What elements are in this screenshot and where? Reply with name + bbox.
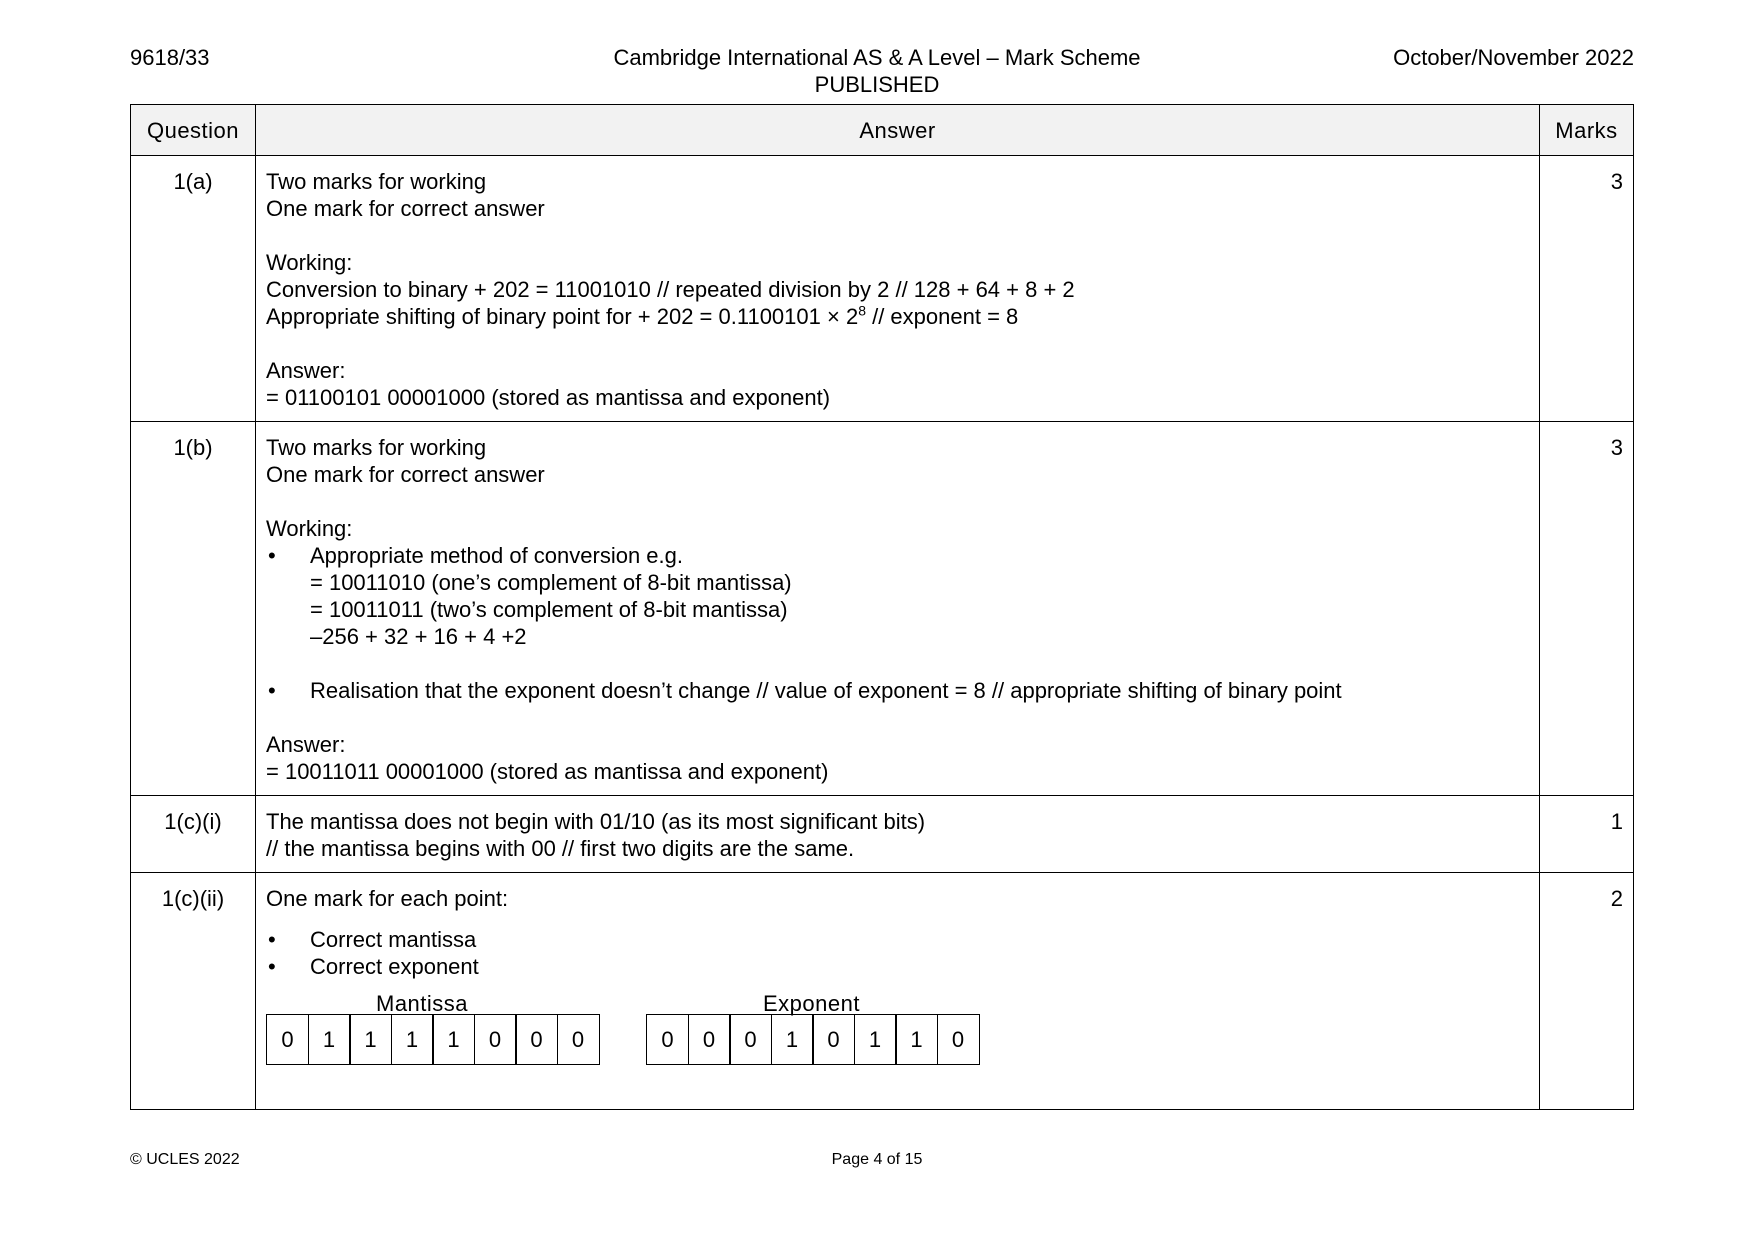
- bullet-text: Correct mantissa: [310, 927, 477, 952]
- answer-line: Conversion to binary + 202 = 11001010 // repeated division by 2 // 128 + 64 + 8 + 2: [266, 277, 1075, 302]
- paper-code: 9618/33: [130, 45, 210, 70]
- answer-cell: [256, 156, 1540, 422]
- marks-column-header: Marks: [1540, 105, 1634, 156]
- exponent-register: [646, 1014, 980, 1065]
- answer-cell: [256, 422, 1540, 796]
- table-row: [131, 422, 1634, 796]
- question-column-header: Question: [131, 105, 256, 156]
- copyright-notice: © UCLES 2022: [130, 1151, 240, 1168]
- answer-line: Working:: [266, 250, 353, 275]
- bullet-icon: •: [268, 927, 276, 952]
- table-row: [131, 156, 1634, 422]
- mantissa-bit: 0: [515, 1014, 558, 1065]
- answer-line: The mantissa does not begin with 01/10 (as its most significant bits): [266, 809, 926, 834]
- mantissa-bit: 0: [474, 1014, 517, 1065]
- marks-value: 3: [1540, 156, 1634, 422]
- mantissa-bit: 0: [557, 1014, 600, 1065]
- bullet-item: [266, 953, 1529, 980]
- answer-line: = 01100101 00001000 (stored as mantissa and exponent): [266, 385, 831, 410]
- answer-line: [266, 303, 1529, 330]
- text-run: Appropriate shifting of binary point for + 202 = 0.1100101 × 2: [266, 304, 859, 329]
- answer-cell: [256, 873, 1540, 1110]
- exponent-bit: 0: [729, 1014, 772, 1065]
- exponent-bit: 1: [895, 1014, 938, 1065]
- marks-value: 1: [1540, 796, 1634, 873]
- mantissa-bit: 0: [266, 1014, 309, 1065]
- bullet-item: [266, 677, 1529, 704]
- question-number: 1(c)(i): [131, 796, 256, 873]
- bullet-text: Realisation that the exponent doesn’t change // value of exponent = 8 // appropriate shifting of binary point: [310, 678, 1342, 703]
- exponent-bit: 1: [854, 1014, 897, 1065]
- table-row: [131, 873, 1634, 1110]
- answer-line: // the mantissa begins with 00 // first two digits are the same.: [266, 836, 855, 861]
- question-number: 1(a): [131, 156, 256, 422]
- answer-line: = 10011011 00001000 (stored as mantissa and exponent): [266, 759, 829, 784]
- exponent-bit: 0: [812, 1014, 855, 1065]
- bullet-text: Correct exponent: [310, 954, 479, 979]
- title-line: Cambridge International AS & A Level – Mark Scheme: [613, 45, 1141, 70]
- published-label: PUBLISHED: [814, 72, 940, 97]
- bullet-item: [266, 542, 1529, 569]
- bullet-icon: •: [268, 543, 276, 568]
- marks-value: 2: [1540, 873, 1634, 1110]
- answer-line: Two marks for working: [266, 435, 487, 460]
- mark-scheme-table: [130, 104, 1634, 1110]
- exponent-bit: 0: [688, 1014, 731, 1065]
- register-diagram: [266, 990, 1529, 1074]
- exponent-bit: 0: [646, 1014, 689, 1065]
- bullet-icon: •: [268, 954, 276, 979]
- bullet-text: Appropriate method of conversion e.g.: [310, 543, 684, 568]
- answer-column-header: Answer: [256, 105, 1540, 156]
- mantissa-bit: 1: [308, 1014, 351, 1065]
- answer-line: Answer:: [266, 358, 346, 383]
- text-run: // exponent = 8: [865, 304, 1019, 329]
- question-number: 1(c)(ii): [131, 873, 256, 1110]
- table-row: [131, 796, 1634, 873]
- answer-line: = 10011011 (two’s complement of 8-bit mantissa): [310, 597, 788, 622]
- mantissa-bit: 1: [391, 1014, 434, 1065]
- mantissa-register: [266, 1014, 600, 1065]
- answer-line: Answer:: [266, 732, 346, 757]
- exam-session: October/November 2022: [1393, 45, 1634, 70]
- mantissa-bit: 1: [349, 1014, 392, 1065]
- question-number: 1(b): [131, 422, 256, 796]
- answer-line: Working:: [266, 516, 353, 541]
- exponent-bit: 1: [771, 1014, 814, 1065]
- mantissa-bit: 1: [432, 1014, 475, 1065]
- page-number: Page 4 of 15: [831, 1151, 923, 1168]
- answer-line: –256 + 32 + 16 + 4 +2: [310, 624, 527, 649]
- mantissa-label: Mantissa: [376, 991, 469, 1016]
- bullet-icon: •: [268, 678, 276, 703]
- exponent-bit: 0: [937, 1014, 980, 1065]
- answer-cell: [256, 796, 1540, 873]
- answer-line: = 10011010 (one’s complement of 8-bit mantissa): [310, 570, 792, 595]
- answer-line: One mark for correct answer: [266, 196, 545, 221]
- answer-line: Two marks for working: [266, 169, 487, 194]
- answer-line: One mark for each point:: [266, 886, 509, 911]
- superscript: 8: [858, 302, 866, 319]
- answer-line: One mark for correct answer: [266, 462, 545, 487]
- table-header-row: [131, 105, 1634, 156]
- bullet-item: [266, 926, 1529, 953]
- exponent-label: Exponent: [763, 991, 860, 1016]
- marks-value: 3: [1540, 422, 1634, 796]
